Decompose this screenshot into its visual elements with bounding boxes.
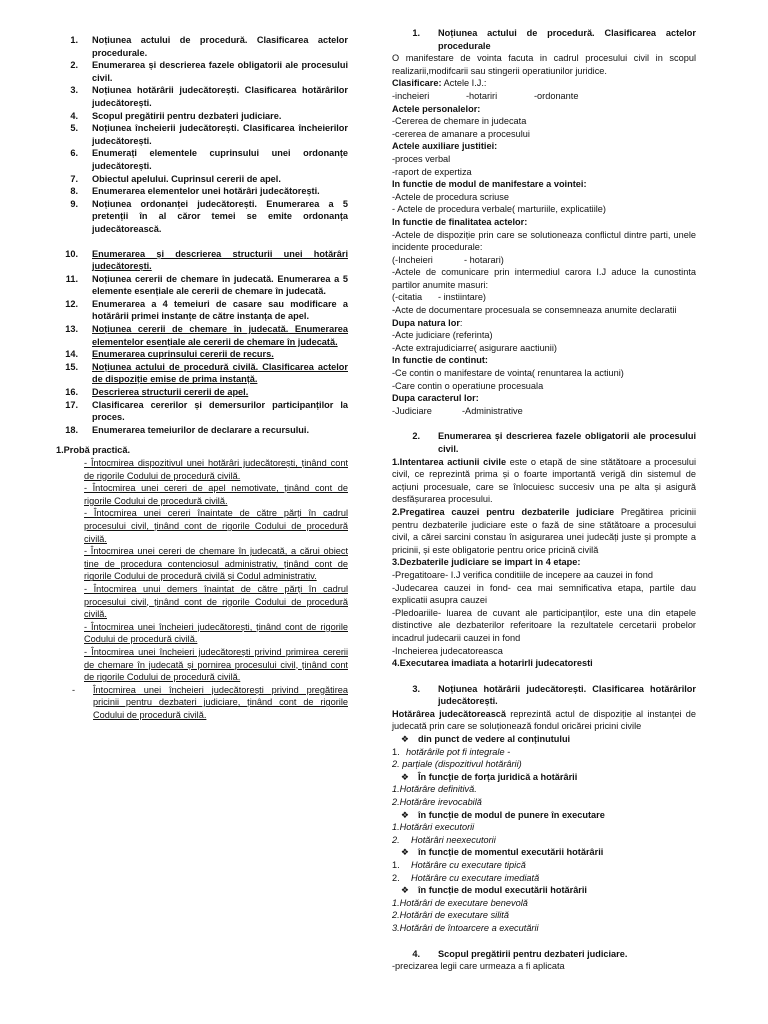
list-item: 1. hotărârile pot fi integrale -: [392, 746, 511, 757]
list-item: 11. Noțiunea cererii de chemare în judecată. Enumerarea a 5 elemente esențiale ale cererii de chemare în judecată.: [65, 273, 348, 297]
paragraph: -Incheierea judecatoreasca: [392, 645, 503, 656]
list-item: 1. Noțiunea actului de procedură. Clasificarea actelor procedurale.: [70, 35, 348, 58]
paragraph: -precizarea legii care urmeaza a fi aplicata: [392, 961, 565, 972]
list-item: 2.Hotărâri de executare silită: [392, 910, 509, 921]
paragraph: -Actele de comunicare prin intermediul carora I.J aduce la cunostinta partilor anumite masuri:: [392, 267, 696, 290]
bullet-heading: ❖ în funcție de modul de punere în executare: [392, 809, 696, 822]
list-item: 7. Obiectul apelului. Cuprinsul cererii de apel.: [70, 173, 281, 184]
subheading: Dupa natura lor:: [392, 317, 463, 328]
paragraph: -proces verbal: [392, 153, 451, 164]
list-item: 1.Hotărâri de executare benevolă: [392, 897, 528, 908]
list-item: 9. Noțiunea ordonanței judecătorești. Enumerarea a 5 pretenții în al căror temei se emite ordonanța judecătorească.: [70, 198, 348, 234]
paragraph: (-citatia - instiintare): [392, 292, 486, 303]
paragraph: -Judiciare -Administrative: [392, 405, 523, 416]
diamond-bullet-icon: ❖: [400, 771, 409, 782]
list-item: 17. Clasificarea cererilor și demersurilor participanților la proces.: [65, 399, 348, 423]
subheading: Dupa caracterul lor:: [392, 393, 479, 404]
list-item: 15. Noțiunea actului de procedură civilă. Clasificarea actelor de dispoziție emise de prima instanță.: [65, 361, 348, 385]
right-column: [392, 27, 696, 973]
paragraph: -Acte de documentare procesuala se consemneaza anumite declaratii: [392, 305, 677, 316]
paragraph: -Judecarea cauzei in fond- cea mai semnificativa etapa, partile dau explicatii asupra cauzei: [392, 582, 696, 606]
bullet-heading: ❖ din punct de vedere al conținutului: [392, 733, 696, 746]
practical-task: - Întocmirea dispozitivul unei hotărâri judecătorești, ținând cont de rigorile Codului de procedură civilă.: [84, 458, 348, 481]
list-item: 2. parțiale (dispozitivul hotărârii): [392, 759, 522, 770]
subheading: In functie de continut:: [392, 355, 488, 366]
list-item: 1.Hotărâre definitivă.: [392, 784, 477, 795]
list-item: 1. Hotărâre cu executare tipică: [392, 860, 526, 870]
section-heading: 1. Noțiunea actului de procedură. Clasificarea actelor procedurale: [412, 28, 696, 51]
practical-task: - Întocmirea unei încheieri judecătorești privind pregătirea pricinii pentru dezbateri judiciare, ținând cont de rigorile Codului de procedură civilă.: [72, 684, 348, 720]
practical-tasks: [48, 457, 348, 721]
paragraph: -Actele de dispoziție prin care se solutioneaza conflictul dintre parti, unele incidente procedurale:: [392, 229, 696, 253]
section-heading: 3. Noțiunea hotărârii judecătorești. Clasificarea hotărârilor judecătorești.: [412, 683, 696, 707]
list-item: 4. Scopul pregătirii pentru dezbateri judiciare.: [70, 110, 282, 121]
list-item: 5. Noțiunea încheierii judecătorești. Clasificarea încheierilor judecătorești.: [70, 123, 348, 146]
practical-task: - Întocmirea unei cereri de apel nemotivate, ținând cont de rigorile Codului de procedură civilă.: [84, 483, 348, 506]
practical-task: - Întocmirea unei cereri înaintate de către părți în cadrul procesului civil, ținând cont de rigorile Codului de procedură civilă.: [84, 508, 348, 544]
list-item: 2. Hotărâri neexecutorii: [392, 834, 496, 845]
paragraph: -Acte extrajudiciarre( asigurare aactiunii): [392, 342, 557, 353]
list-item: 18. Enumerarea temeiurilor de declarare a recursului.: [65, 424, 310, 435]
list-item: 2. Hotărâre cu executare imediată: [392, 872, 540, 883]
subheading: 4.Executarea imadiata a hotarirli judecatoresti: [392, 658, 593, 669]
paragraph: -Actele de procedura scriuse: [392, 191, 509, 202]
paragraph: 1.Intentarea actiunii civile este o etapă de sine stătătoare a procesului civil, ce reprezintă prima și o foarte importantă verigă din sistemul de acțiuni procesuale, care se înlocuiesc succesiv una pe alta și asigură desfășurarea procesului.: [392, 456, 697, 505]
left-column: [48, 34, 348, 721]
paragraph: -Cererea de chemare in judecata: [392, 116, 527, 127]
subheading: Actele personalelor:: [392, 103, 481, 114]
list-item: 13. Noțiunea cererii de chemare în judecată. Enumerarea elementelor esențiale ale cererii de chemare în judecată.: [65, 324, 348, 347]
practical-task: - Întocmirea unui demers înaintat de către părți în cadrul procesului civil, ținând cont de rigorile Codului de procedură civilă.: [84, 583, 348, 620]
list-item: 1.Hotărâri executorii: [392, 822, 475, 833]
subheading: 3.Dezbaterile judiciare se impart in 4 etape:: [392, 557, 581, 568]
section-heading: 4. Scopul pregătirii pentru dezbateri judiciare.: [412, 948, 628, 959]
list-item: 2.Hotărâre irevocabilă: [392, 797, 482, 808]
diamond-bullet-icon: ❖: [400, 885, 409, 896]
practical-task: - Întocmirea unei cereri de chemare în judecată, a cărui obiect tine de procedura contenciosul administrativ, ținând cont de rigorile Codului de procedură civilă și Codul administrativ.: [84, 546, 348, 582]
paragraph: -Care contin o operatiune procesuala: [392, 380, 544, 391]
list-item: 2. Enumerarea și descrierea fazele obligatorii ale procesului civil.: [70, 60, 348, 83]
list-item: 14. Enumerarea cuprinsului cererii de recurs.: [65, 349, 274, 360]
bullet-heading: ❖ În funcție de forța juridică a hotărârii: [392, 771, 696, 784]
paragraph: -Ce contin o manifestare de vointa( renuntarea la actiuni): [392, 368, 624, 379]
list-item: 3.Hotărâri de întoarcere a executării: [392, 922, 539, 933]
list-item: 3. Noțiunea hotărârii judecătorești. Clasificarea hotărârilor judecătorești.: [70, 85, 348, 108]
list-item: 12. Enumerarea a 4 temeiuri de casare sau modificare a hotărârii primei instanțe de către instanța de apel.: [65, 298, 348, 322]
section-heading: 2. Enumerarea și descrierea fazele obligatorii ale procesului civil.: [412, 431, 696, 454]
paragraph: -Acte judiciare (referinta): [392, 330, 493, 341]
definition: Hotărârea judecătorească reprezintă actul de dispoziție al instanței de judecată prin care se soluționează fondul oricărei pricini civile: [392, 708, 696, 732]
practical-test-title: 1.Probă practică.: [56, 445, 131, 456]
paragraph: -Pregatitoare- I.J verifica conditiile de incepere aa cauzei in fond: [392, 569, 653, 580]
paragraph: -raport de expertiza: [392, 166, 472, 177]
definition: O manifestare de vointa facuta in cadrul procesului civil in scopul realizarii,modifcarii sau stingerii operatiunilor juridice.: [392, 53, 696, 76]
list-item: 10. Enumerarea și descrierea structurii unei hotărâri judecătorești.: [65, 248, 348, 272]
paragraph: 2.Pregatirea cauzei pentru dezbaterile judiciare Pregătirea pricinii pentru dezbaterile judiciare este o fază de sine stătătoare a procesului civil, a cărei sarcini constau în asigurarea unei judecăți juste și prompte a pricinii, și este obligatorie pentru orice pricină civilă: [392, 506, 696, 555]
practical-task: - Întocmirea unei încheieri judecătorești, ținând cont de rigorile Codului de procedură civilă.: [84, 621, 348, 645]
diamond-outline-bullet-icon: ❖: [400, 847, 409, 858]
paragraph: -cererea de amanare a procesului: [392, 128, 530, 139]
practical-task: - Întocmirea unei încheieri judecătorești privind primirea cererii de chemare în judecată și pornirea procesului civil, ținând cont de rigorile Codului de procedură civilă.: [84, 646, 348, 683]
bullet-heading: ❖ în funcție de modul executării hotărârii: [392, 884, 696, 897]
list-item: 6. Enumerați elementele cuprinsului unei ordonanțe judecătorești.: [70, 148, 348, 171]
list-item: 16. Descrierea structurii cererii de apel.: [65, 387, 249, 398]
exam-questions-list: [48, 34, 348, 436]
subheading: In functie de modul de manifestare a vointei:: [392, 179, 587, 190]
paragraph: Clasificare: Actele I.J.:: [392, 78, 487, 89]
paragraph: - Actele de procedura verbale( marturiile, explicatiile): [392, 204, 606, 215]
bullet-heading: ❖ în funcție de momentul executării hotărârii: [392, 846, 696, 859]
subheading: In functie de finalitatea actelor:: [392, 216, 528, 227]
paragraph: -incheieri -hotariri -ordonante: [392, 90, 579, 101]
paragraph: (-Incheieri - hotarari): [392, 254, 504, 265]
subheading: Actele auxiliare justitiei:: [392, 141, 498, 152]
diamond-bullet-icon: ❖: [400, 809, 409, 820]
diamond-bullet-icon: ❖: [400, 734, 409, 745]
list-item: 8. Enumerarea elementelor unei hotărâri judecătorești.: [70, 186, 320, 197]
paragraph: -Pledoariile- luarea de cuvant ale participanților, este una din etapele distinctive ale dezbaterilor referitoare la rezultatele cercetarii probelor incadrul judecarii cauzei in fond: [392, 607, 696, 643]
